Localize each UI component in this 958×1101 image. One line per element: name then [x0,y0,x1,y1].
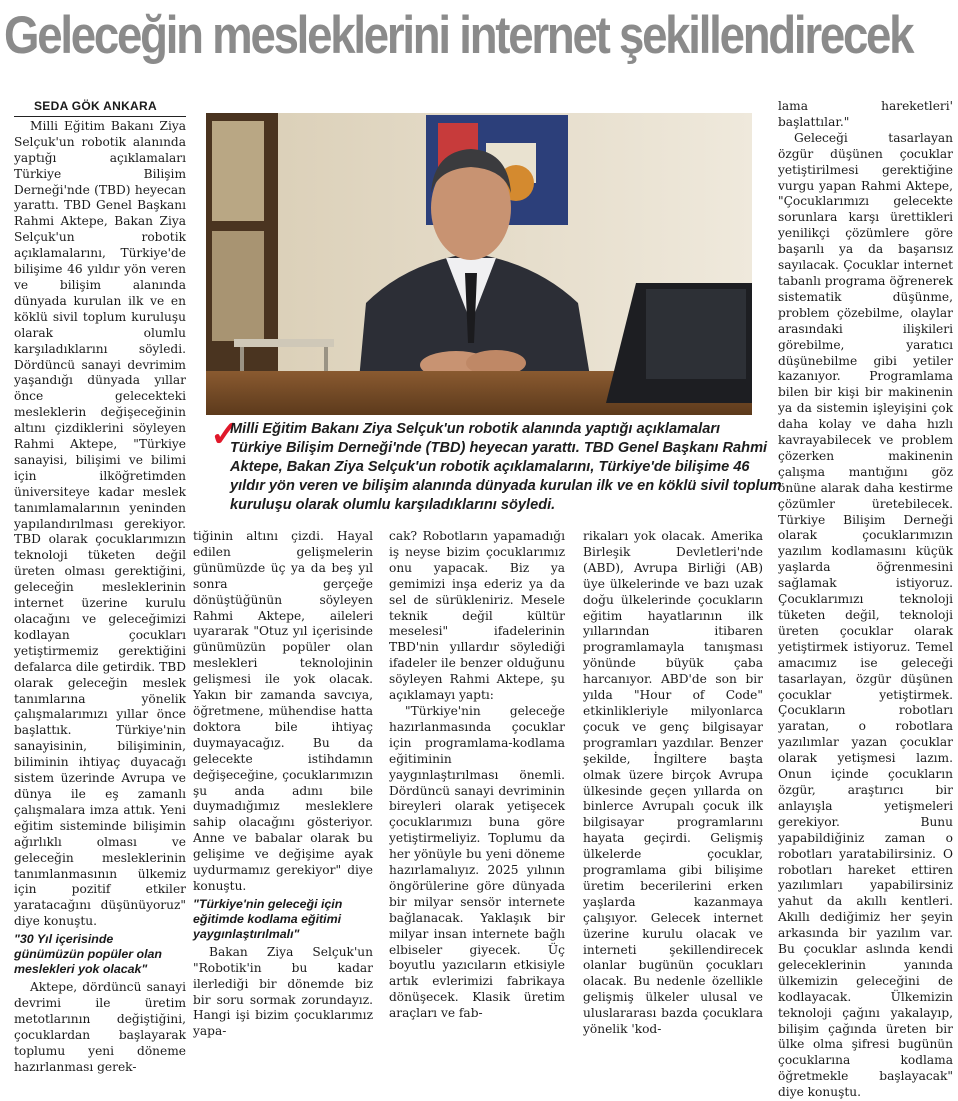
paragraph: Bakan Ziya Selçuk'un "Robotik'in bu kadar ilerlediği bir dönemde biz bir soru sormak zorundayız. Hangi işi bizim çocuklarımız yapa- [193,944,373,1039]
caption-line: Milli Eğitim Bakanı Ziya Selçuk'un robotik alanında yaptığı açıklamaları [230,421,721,437]
caption-line: Türkiye Bilişim Derneği'nde (TBD) heyecan yarattı. TBD Genel Başkanı Rahmi [230,440,768,456]
photo-illustration [206,113,752,415]
caption-line: yıldır yön veren ve bilişim alanında dünyada kurulan ilk ve en köklü sivil toplum [230,478,782,494]
byline: SEDA GÖK ANKARA [14,99,186,117]
paragraph: cak? Robotların yapamadığı iş neyse bizim çocuklarımız onu yapacak. Biz ya gemimizi inşa ederiz ya da sel de sürükleniriz. Mesele teknik değil kültür meselesi" ifadelerinin TBD'nin yıllardır söylediği ifadeler ile benzer olduğunu söyleyen Rahmi Aktepe, şu açıklamayı yaptı: [389,529,565,703]
paragraph: Milli Eğitim Bakanı Ziya Selçuk'un robotik alanında yaptığı açıklamaları Türkiye Bilişim Derneği'nde (TBD) heyecan yarattı. TBD Genel Başkanı Rahmi Aktepe, Bakan Ziya Selçuk'un robotik açıklamalarını, Türkiye'de bilişime 46 yıldır yön veren ve bilişim alanında dünyada kurulan ilk ve en köklü sivil toplum kuruluşu olarak olumlu karşıladıklarını söyledi. Dördüncü sanayi devrimim yaşandığı dünyada yıllar önce gelecekteki mesleklerin değişeceğinin altını çizdiklerini söyleyen Rahmi Aktepe, "Türkiye sanayisi, bilişimi ve bilimi için ilköğretimden üniversiteye kadar meslek tanımlamalarının yeninden yapılandırılması gerekiyor. TBD olarak çocuklarımızın teknoloji tüketen değil üreten olması gerektiğini, geleceğin mesleklerinin internet üzerine kurulu olacağını ve geleceğimizi kodlayan çocukları yetiştirmemiz gerektiğini defalarca dile getirdik. TBD olarak geleceğin meslek tanımlarına yönelik çalışmalarımızı yıllar önce başlattık. Türkiye'nin sanayisinin, bilişiminin, biliminin ihtiyaç duyacağı sistem üzerinde Avrupa ve dünya ile eş zamanlı çalışmalara imza attık. Yeni eğitim sisteminde bilişimin ağırlıklı olması ve geleceğin mesleklerinin tanımlanmasının ülkemiz için pozitif etkiler yaratacağını düşünüyoruz" diye konuştu. [14,118,186,929]
paragraph: lama hareketleri' başlattılar." [778,99,953,129]
subheading: "Türkiye'nin geleceği için eğitimde kodlama eğitimi yaygınlaştırılmalı" [193,896,343,941]
paragraph: Aktepe, dördüncü sanayi devrimi ile üretim metotlarının değiştiğini, çocuklardan başlayarak toplumu yeni döneme hazırlanması gerek- [14,980,186,1074]
article-column-3 [389,529,565,1024]
caption-line: Aktepe, Bakan Ziya Selçuk'un robotik açıklamalarını, Türkiye'de bilişime 46 [230,459,750,475]
article-photo [206,113,752,415]
paragraph: rikaları yok olacak. Amerika Birleşik Devletleri'nde (ABD), Avrupa Birliği (AB) üye ülkelerinde ve bazı uzak doğu ülkelerinde çocukların eğitim hayatlarının ilk yıllarından itibaren programlamayla tanışması yönünde büyük çaba harcanıyor. ABD'de son bir yılda "Hour of Code" etkinlikleriyle milyonlarca çocuk ve genç bilgisayar programları yazdılar. Benzer şekilde, İngiltere başta olmak üzere birçok Avrupa ülkesinde geçen yıllarda on binlerce Avrupalı çocuk ilk bilgisayar programlarını hayata geçirdi. Gelişmiş ülkelerde çocuklar, programlama gibi bilişime üretim becerilerini erken yaşlarda kazanmaya çalışıyor. Gelecek internet üzerine kurulu olacak ve interneti şekillendirecek olanlar bugünün çocukları olacak. Bu nedenle özellikle gelişmiş ülkeler ulusal ve uluslararası bazda çocuklara yönelik 'kod- [583,529,763,1037]
paragraph: tiğinin altını çizdi. Hayal edilen gelişmelerin günümüzde üç ya da beş yıl sonra gerçeğe dönüştüğünün söyleyen Rahmi Aktepe, aileleri uyararak "Otuz yıl içerisinde günümüzün popüler olan meslekleri teknolojinin gelişmesi ile yok olacak. Yakın bir zamanda savcıya, öğretmene, mühendise hatta doktora bile ihtiyaç duymayacağız. Bu da gelecekte istihdamın değişeceğine, çocuklarımızın şu anda adını bile duymadığımız mesleklere sahip olacağını gösteriyor. Anne ve babalar olarak bu gelişime ve değişime ayak uydurmamız gerekiyor" diye konuştu. [193,529,373,893]
paragraph: Geleceği tasarlayan özgür düşünen çocuklar yetiştirilmesi gerektiğine vurgu yapan Rahmi Aktepe, "Çocuklarımızı gelecekte sorunlara karşı ürettikleri yenilikçi çözümlere göre başarılı ya da başarısız sayılacak. Çocuklar internet tabanlı programa öğrenerek sistematik düşünme, problem çözebilme, olaylar arasındaki ilişkileri görebilme, yaratıcı düşünebilme gibi yetiler kazanıyor. Programlama bilen bir kişi bir makinenin ya da sistemin işleyişini çok daha kolay ve daha hızlı kavrayabilecek ve problem çözerken makinenin çalışma mantığını göz önüne alarak daha kestirme çözümler üretebilecek. Türkiye Bilişim Derneği olarak çocuklarımızın yazılım kodlamasını küçük yaşlarda öğrenmesini sağlamak istiyoruz. Çocuklarımızı teknoloji tüketen değil, teknoloji üreten çocuklar olarak yetiştirmek istiyoruz. Temel amacımız ise geleceği tasarlayan, özgür düşünen çocuklar yetiştirmek. Çocukların robotları yaratan, o robotlara yazılımlar yazan çocuklar olarak yetişmesi lazım. Onun içinde çocukların özgür, araştırıcı bir anlayışla yetişmeleri gerekiyor. Bunu yapabildiğiniz zaman o robotları yaratabilirsiniz. O robotları hareket ettiren yazılımları yapabilirsiniz yahut da akıllı kentleri. Akıllı dediğimiz her şeyin arkasında bir yazılım var. Bu çocuklar aslında kendi geleceklerinin yanında ülkemizin geleceğini de kodlayacak. Ülkemizin teknoloji çağını yakalayıp, bilişim çağında üreten bir ülke olma şifresi bugünün çocuklarına kodlama öğretmekle başlayacak" diye konuştu. [778,130,953,1100]
headline: Geleceğin mesleklerini internet şekillendirecek [4,6,913,65]
paragraph: "Türkiye'nin geleceğe hazırlanmasında çocuklar için programlama-kodlama eğitiminin yaygınlaştırılması önemli. Dördüncü sanayi devriminin bireyleri olarak yetişecek çocuklarımızı buna göre yetiştirmeliyiz. Toplumu da her yönüyle bu yeni döneme hazırlamalıyız. 2025 yılının öngörülerine göre dünyada bir milyar sensör internete bağlanacak. Yaklaşık bir milyar insan internete bağlı elbiseler giyecek. Üç boyutlu yazıcıların etkisiyle artık evlerimizi fabrikaya dönüşecek. Klasik üretim araçları ve fab- [389,703,565,1021]
article-column-2 [193,529,373,1039]
article-column-5 [778,99,953,1100]
article-column-1 [14,99,186,1074]
subheading: "30 Yıl içerisinde günümüzün popüler olan meslekleri yok olacak" [14,932,162,977]
caption-line: kuruluşu olarak olumlu karşıladıklarını söyledi. [230,497,556,513]
article-column-4 [583,529,763,1037]
check-mark-icon: ✓ [210,413,241,454]
photo-caption [210,413,782,520]
